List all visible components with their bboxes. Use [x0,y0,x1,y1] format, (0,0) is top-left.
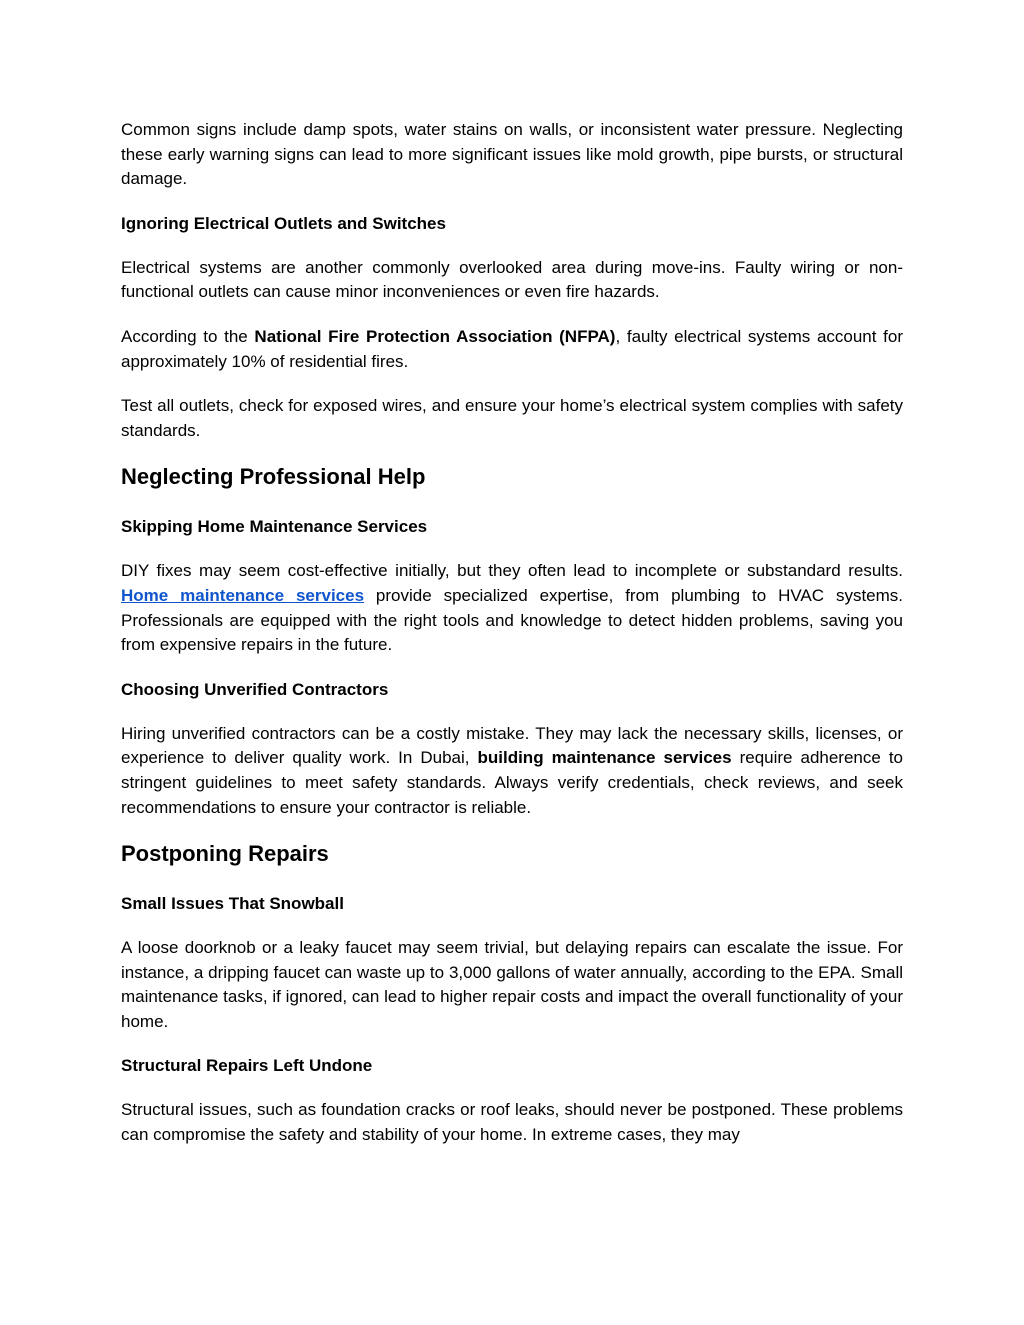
section-heading-postponing-repairs: Postponing Repairs [121,841,329,867]
diy-text-before: DIY fixes may seem cost-effective initially, but they often lead to incomplete or substandard results. [121,561,903,581]
heading-skipping-maintenance: Skipping Home Maintenance Services [121,517,428,537]
building-maintenance-bold: building maintenance services [477,748,732,768]
paragraph-structural-issues: Structural issues, such as foundation cracks or roof leaks, should never be postponed. These problems can compromise the safety and stability of your home. In extreme cases, they may [121,1100,903,1145]
paragraph-nfpa [121,325,903,374]
paragraph-diy-fixes [121,559,903,657]
section-heading-professional-help: Neglecting Professional Help [121,464,426,490]
paragraph-test-outlets: Test all outlets, check for exposed wires, and ensure your home’s electrical system complies with safety standards. [121,396,903,440]
paragraph-electrical-systems: Electrical systems are another commonly overlooked area during move-ins. Faulty wiring or non-functional outlets can cause minor inconveniences or even fire hazards. [121,257,903,302]
paragraph-water-signs: Common signs include damp spots, water stains on walls, or inconsistent water pressure. Neglecting these early warning signs can lead to more significant issues like mold growth, pipe bursts, or structural damage. [121,120,903,189]
heading-structural-repairs: Structural Repairs Left Undone [121,1056,373,1076]
heading-small-issues: Small Issues That Snowball [121,894,344,914]
paragraph-loose-doorknob: A loose doorknob or a leaky faucet may seem trivial, but delaying repairs can escalate the issue. For instance, a dripping faucet can waste up to 3,000 gallons of water annually, according to the EPA. Small maintenance tasks, if ignored, can lead to higher repair costs and impact the overall functionality of your home. [121,938,903,1031]
document-content [121,118,903,1168]
nfpa-text-after: , faulty electrical systems account for approximately 10% of residential fires. [121,326,903,371]
heading-unverified-contractors: Choosing Unverified Contractors [121,679,389,699]
home-maintenance-services-link[interactable]: Home maintenance services [121,585,365,605]
heading-electrical-outlets: Ignoring Electrical Outlets and Switches [121,213,446,233]
paragraph-hiring-contractors [121,722,903,820]
diy-text-after: provide specialized expertise, from plumbing to HVAC systems. Professionals are equipped with the right tools and knowledge to detect hidden problems, saving you from expensive repairs in the future. [121,585,904,655]
nfpa-text-before: According to the [121,326,255,346]
nfpa-bold: National Fire Protection Association (NFPA) [254,326,616,346]
contractors-text-before: Hiring unverified contractors can be a costly mistake. They may lack the necessary skills, licenses, or experience to deliver quality work. In Dubai, [121,723,903,768]
contractors-text-after: require adherence to stringent guidelines to meet safety standards. Always verify credentials, check reviews, and seek recommendations to ensure your contractor is reliable. [121,748,904,817]
